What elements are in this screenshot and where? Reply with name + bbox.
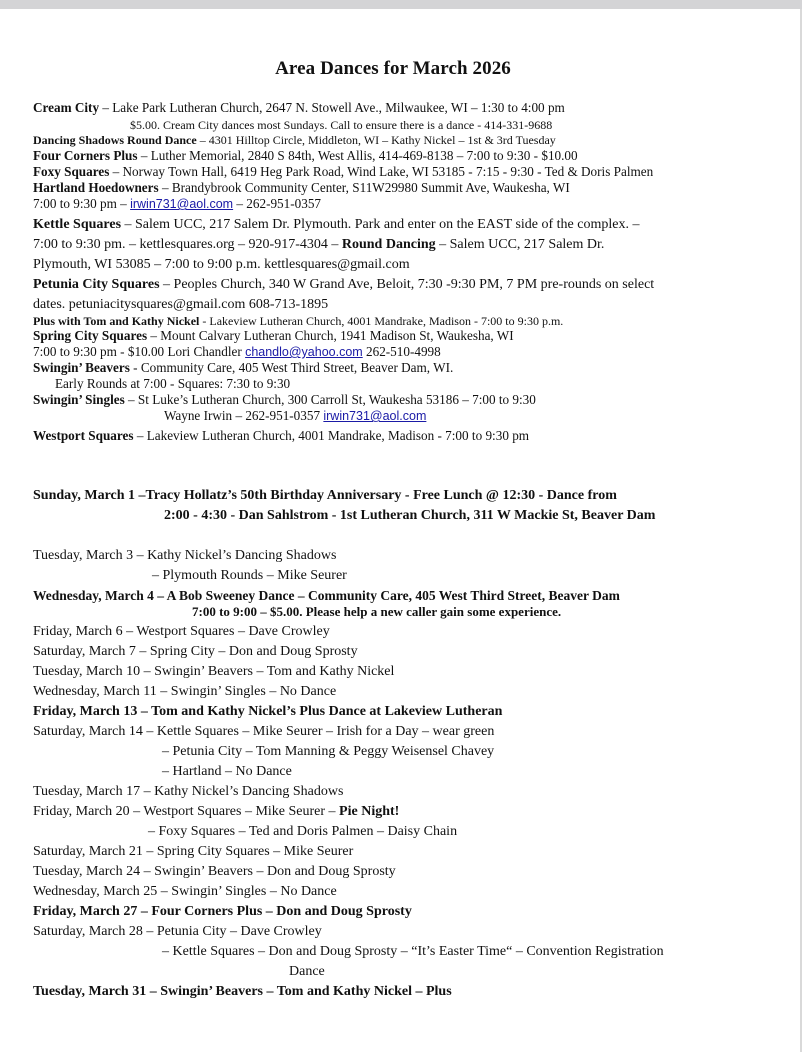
club-name: Dancing Shadows Round Dance — [33, 133, 197, 147]
club-hartland — [33, 180, 570, 196]
event-mar-14-line3: – Hartland – No Dance — [162, 764, 292, 779]
club-kettle — [33, 215, 639, 235]
club-petunia-line2: dates. petuniacitysquares@gmail.com 608-713-1895 — [33, 297, 329, 312]
viewer-top-bar — [0, 0, 802, 9]
club-swingin-beavers — [33, 360, 453, 376]
club-details: – Lake Park Lutheran Church, 2647 N. Stowell Ave., Milwaukee, WI – 1:30 to 4:00 pm — [99, 100, 565, 115]
event-mar-10: Tuesday, March 10 – Swingin’ Beavers – Tom and Kathy Nickel — [33, 664, 395, 679]
event-mar-27: Friday, March 27 – Four Corners Plus – Don and Doug Sprosty — [33, 904, 412, 919]
event-mar-20 — [33, 803, 399, 821]
club-westport — [33, 428, 529, 444]
event-mar-31: Tuesday, March 31 – Swingin’ Beavers – Tom and Kathy Nickel – Plus — [33, 984, 452, 999]
event-mar-14: Saturday, March 14 – Kettle Squares – Mike Seurer – Irish for a Day – wear green — [33, 724, 495, 739]
event-mar-14-line2: – Petunia City – Tom Manning & Peggy Weisensel Chavey — [162, 744, 495, 759]
club-kettle-line3: Plymouth, WI 53085 – 7:00 to 9:00 p.m. kettlesquares@gmail.com — [33, 257, 410, 272]
club-contact: Wayne Irwin – 262-951-0357 — [164, 408, 324, 423]
club-cream-city-line2: $5.00. Cream City dances most Sundays. Call to ensure there is a dance - 414-331-9688 — [130, 118, 553, 132]
email-link[interactable]: irwin731@aol.com — [130, 197, 234, 211]
club-swingin-singles — [33, 392, 536, 408]
club-details: – Norway Town Hall, 6419 Heg Park Road, Wind Lake, WI 53185 - 7:15 - 9:30 - Ted & Doris Palmen — [109, 164, 654, 179]
round-dancing-label: Round Dancing — [341, 237, 436, 252]
club-name: Cream City — [33, 100, 100, 115]
event-mar-28: Saturday, March 28 – Petunia City – Dave Crowley — [33, 924, 322, 939]
club-name: Foxy Squares — [33, 164, 110, 179]
email-link[interactable]: chandlo@yahoo.com — [245, 345, 363, 359]
event-text: Friday, March 20 – Westport Squares – Mike Seurer – — [33, 804, 340, 819]
page-title: Area Dances for March 2026 — [275, 58, 511, 79]
club-kettle-line2 — [33, 235, 604, 255]
event-mar-28-line2: – Kettle Squares – Don and Doug Sprosty – “It’s Easter Time“ – Convention Registration — [162, 944, 664, 959]
club-name: Kettle Squares — [33, 217, 122, 232]
club-details: - Lakeview Lutheran Church, 4001 Mandrake, Madison - 7:00 to 9:30 p.m. — [199, 314, 564, 328]
club-details: – Salem UCC, 217 Salem Dr. Plymouth. Park and enter on the EAST side of the complex. – — [121, 217, 640, 232]
club-details: – St Luke’s Lutheran Church, 300 Carroll St, Waukesha 53186 – 7:00 to 9:30 — [124, 392, 536, 407]
club-swingin-beavers-line2: Early Rounds at 7:00 - Squares: 7:30 to 9:30 — [55, 376, 291, 391]
club-details: 7:00 to 9:30 pm - $10.00 Lori Chandler — [33, 344, 246, 359]
event-mar-25: Wednesday, March 25 – Swingin’ Singles – No Dance — [33, 884, 337, 899]
club-foxy — [33, 164, 653, 180]
club-details: – Salem UCC, 217 Salem Dr. — [435, 237, 605, 252]
event-mar-4-line2: 7:00 to 9:00 – $5.00. Please help a new caller gain some experience. — [192, 604, 562, 619]
event-mar-28-line3: Dance — [289, 964, 325, 979]
club-plus-nickel — [33, 313, 563, 329]
club-name: Swingin’ Singles — [33, 392, 125, 407]
club-name: Petunia City Squares — [33, 277, 160, 292]
event-mar-20-line2: – Foxy Squares – Ted and Doris Palmen – Daisy Chain — [148, 824, 458, 839]
event-mar-7: Saturday, March 7 – Spring City – Don and Doug Sprosty — [33, 644, 358, 659]
event-mar-3-line2: – Plymouth Rounds – Mike Seurer — [152, 568, 347, 583]
club-name: Four Corners Plus — [33, 148, 138, 163]
club-name: Spring City Squares — [33, 328, 148, 343]
event-mar-6: Friday, March 6 – Westport Squares – Dave Crowley — [33, 624, 330, 639]
club-petunia — [33, 275, 654, 295]
event-mar-17: Tuesday, March 17 – Kathy Nickel’s Dancing Shadows — [33, 784, 344, 799]
club-cream-city — [33, 100, 565, 116]
event-mar-1: Sunday, March 1 –Tracy Hollatz’s 50th Birthday Anniversary - Free Lunch @ 12:30 - Dance from — [33, 488, 617, 503]
event-mar-11: Wednesday, March 11 – Swingin’ Singles – No Dance — [33, 684, 337, 699]
club-details: – Lakeview Lutheran Church, 4001 Mandrake, Madison - 7:00 to 9:30 pm — [133, 428, 530, 443]
club-four-corners — [33, 148, 578, 164]
club-dancing-shadows — [33, 132, 556, 148]
event-mar-1-line2: 2:00 - 4:30 - Dan Sahlstrom - 1st Lutheran Church, 311 W Mackie St, Beaver Dam — [164, 508, 656, 523]
club-details: – Brandybrook Community Center, S11W29980 Summit Ave, Waukesha, WI — [158, 180, 570, 195]
club-name: Westport Squares — [33, 428, 134, 443]
event-mar-24: Tuesday, March 24 – Swingin’ Beavers – Don and Doug Sprosty — [33, 864, 396, 879]
club-time: 7:00 to 9:30 pm – — [33, 196, 131, 211]
club-phone: – 262-951-0357 — [233, 196, 322, 211]
club-details: – Mount Calvary Lutheran Church, 1941 Madison St, Waukesha, WI — [147, 328, 514, 343]
club-details: – Luther Memorial, 2840 S 84th, West Allis, 414-469-8138 – 7:00 to 9:30 - $10.00 — [137, 148, 578, 163]
email-link[interactable]: irwin731@aol.com — [323, 409, 427, 423]
club-details: – 4301 Hilltop Circle, Middleton, WI – Kathy Nickel – 1st & 3rd Tuesday — [196, 133, 556, 147]
club-details: – Peoples Church, 340 W Grand Ave, Beloit, 7:30 -9:30 PM, 7 PM pre-rounds on select — [159, 277, 655, 292]
club-name: Hartland Hoedowners — [33, 180, 159, 195]
club-spring-city-line2 — [33, 344, 441, 360]
club-phone: 262-510-4998 — [362, 344, 441, 359]
club-name: Plus with Tom and Kathy Nickel — [33, 314, 200, 328]
club-name: Swingin’ Beavers — [33, 360, 130, 375]
pie-night-label: Pie Night! — [339, 804, 400, 819]
club-details: - Community Care, 405 West Third Street, Beaver Dam, WI. — [129, 360, 454, 375]
event-mar-3: Tuesday, March 3 – Kathy Nickel’s Dancing Shadows — [33, 548, 337, 563]
club-swingin-singles-line2 — [164, 408, 426, 424]
event-mar-4: Wednesday, March 4 – A Bob Sweeney Dance – Community Care, 405 West Third Street, Beaver Dam — [33, 588, 620, 603]
event-mar-13: Friday, March 13 – Tom and Kathy Nickel’s Plus Dance at Lakeview Lutheran — [33, 704, 503, 719]
club-hartland-line2 — [33, 196, 321, 212]
event-mar-21: Saturday, March 21 – Spring City Squares – Mike Seurer — [33, 844, 354, 859]
club-spring-city — [33, 328, 514, 344]
club-details: 7:00 to 9:30 pm. – kettlesquares.org – 920-917-4304 – — [33, 237, 342, 252]
